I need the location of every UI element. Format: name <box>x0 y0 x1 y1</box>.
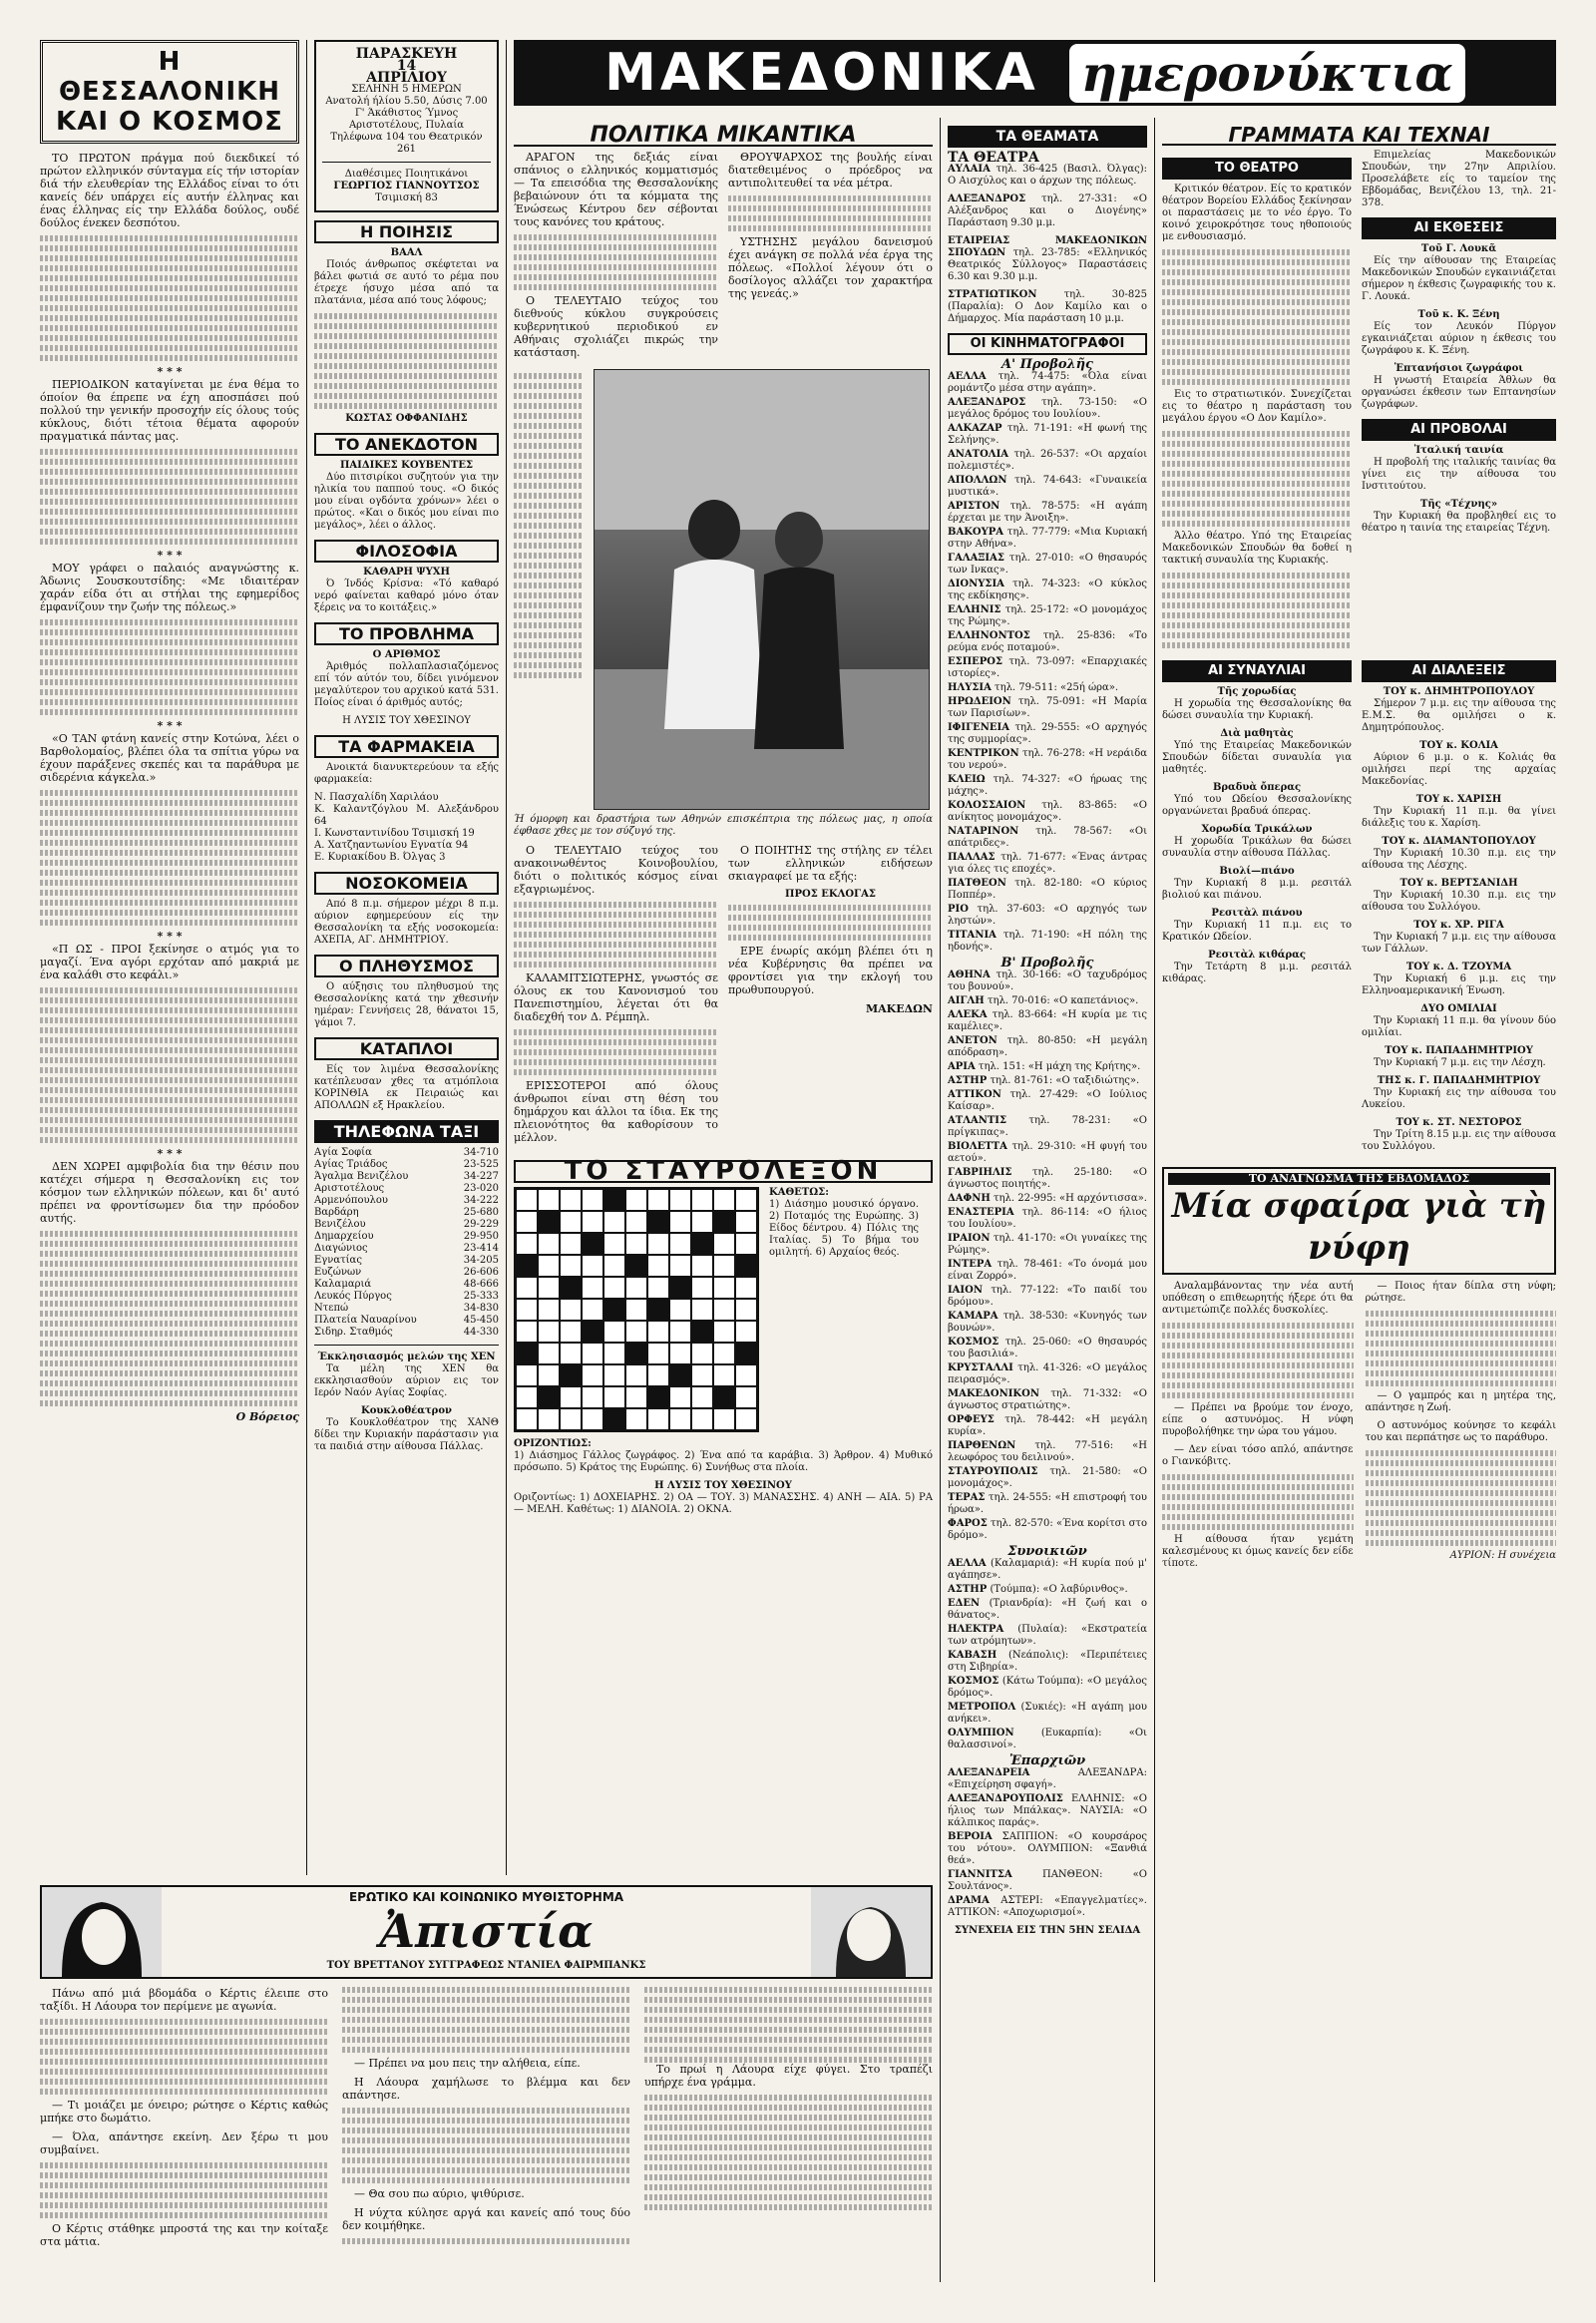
cinema-syn-list <box>948 1558 1147 1751</box>
ekklisiasmos-text: Τα μέλη της ΧΕΝ θα εκκλησιασθούν αύριον εις τον Ιερόν Ναόν Αγίας Σοφίας. <box>314 1363 499 1398</box>
farmakeio-item: Ν. Πασχαλίδη Χαριλάου <box>314 792 439 803</box>
mia-sfaira-para: — Ο γαμπρός και η μητέρα της, απάντησε η Ζωή. <box>1365 1390 1556 1413</box>
cinema-item: ΑΝΑΤΟΛΙΑ τηλ. 26-537: «Οι αρχαίοι πολεμιστές». <box>948 449 1147 472</box>
top-banner <box>514 40 1556 106</box>
mia-sfaira-body <box>1162 1281 1556 1570</box>
dialeksi-text: Την Κυριακή 6 μ.μ. εις την Ελληνοαμερικανική Ένωση. <box>1362 973 1556 996</box>
cinema-item: ΔΑΦΝΗ τηλ. 22-995: «Η αρχόντισσα». <box>948 1193 1147 1204</box>
provlima-answer-title: Η ΛΥΣΙΣ ΤΟΥ ΧΘΕΣΙΝΟΥ <box>342 715 471 726</box>
mia-sfaira-header <box>1162 1167 1556 1275</box>
cinema-item: ΗΡΩΔΕΙΟΝ τηλ. 75-091: «Η Μαρία των Παρισίων». <box>948 696 1147 719</box>
cinema-item: ΤΙΤΑΝΙΑ τηλ. 71-190: «Η πόλη της ηδονής». <box>948 930 1147 953</box>
crossword-answer-title: Η ΛΥΣΙΣ ΤΟΥ ΧΘΕΣΙΝΟΥ <box>654 1480 792 1491</box>
ekthesi-text: Η γνωστή Εταιρεία Άθλων θα οργανώσει έκθεσιν των Επτανησίων ζωγράφων. <box>1362 375 1556 410</box>
provlima-subtitle: Ο ΑΡΙΘΜΟΣ <box>372 649 441 660</box>
apistia-para: — Τι μοιάζει με όνειρο; ρώτησε ο Κέρτις καθώς μπήκε στο δωμάτιο. <box>40 2099 328 2125</box>
theater-item: ΑΛΕΞΑΝΔΡΟΣ τηλ. 27-331: «Ο Αλέξανδρος και ο Διογένης» Παράσταση 9.30 μ.μ. <box>948 194 1147 228</box>
b-provoli-title: Β' Προβολῆς <box>1000 956 1094 970</box>
synavlia-title: Ρεσιτὰλ κιθάρας <box>1208 950 1306 961</box>
left-header-line2: ΚΑΙ Ο ΚΟΣΜΟΣ <box>56 107 283 137</box>
dialeksi-title: ΤΟΥ κ. ΠΑΠΑΔΗΜΗΤΡΙΟΥ <box>1385 1045 1533 1056</box>
apistia-section <box>40 1885 933 2248</box>
dialeksi-title: ΤΟΥ κ. ΒΕΡΤΣΑΝΙΔΗ <box>1399 878 1518 889</box>
a-provoli-title: Α' Προβολῆς <box>1001 357 1093 372</box>
left-header-line1: Η ΘΕΣΣΑΛΟΝΙΚΗ <box>58 47 281 107</box>
poiisis-subtitle: ΒΑΑΛ <box>390 247 423 258</box>
section-politics: ΠΟΛΙΤΙΚΑ ΜΙΚΑΝΤΙΚΑ <box>514 126 933 147</box>
politics-column <box>514 118 933 1522</box>
dialeksi-title: ΤΟΥ κ. ΚΟΛΙΑ <box>1419 740 1498 751</box>
left-signature: Ο Βόρειος <box>235 1410 299 1423</box>
pharm-name: ΓΕΩΡΓΙΟΣ ΓΙΑΝΝΟΥΤΣΟΣ <box>333 181 480 192</box>
synavlia-text: Υπό της Εταιρείας Μακεδονικών Σπουδών δίδεται συναυλία για μαθητές. <box>1162 740 1352 775</box>
cinema-item: ΡΙΟ τηλ. 37-603: «Ο αρχηγός των ληστών». <box>948 904 1147 927</box>
cinema-item: ΑΤΛΑΝΤΙΣ τηλ. 78-231: «Ο πρίγκιπας». <box>948 1115 1147 1138</box>
mia-sfaira-para: Αναλαμβάνοντας την νέα αυτή υπόθεση ο επιθεωρητής ήξερε ότι θα αντιμετώπιζε πολλές δυσκολίες. <box>1162 1281 1354 1316</box>
apistia-top: ΕΡΩΤΙΚΟ ΚΑΙ ΚΟΙΝΩΝΙΚΟ ΜΥΘΙΣΤΟΡΗΜΑ <box>348 1890 624 1904</box>
cinema-item: ΙΝΤΕΡΑ τηλ. 78-461: «Το όνομά μου είναι Ζορρό». <box>948 1259 1148 1282</box>
pharm-title: Διαθέσιμες Ποιητικάνοι <box>344 169 469 180</box>
politics-signature: ΜΑΚΕΔΩΝ <box>865 1002 933 1015</box>
dialeksi-title: ΤΟΥ κ. ΣΤ. ΝΕΣΤΟΡΟΣ <box>1396 1117 1522 1128</box>
left-article-2: ΠΕΡΙΟΔΙΚΟΝ καταγίνεται με ένα θέμα το όποίον θα έπρεπε να έχη αποσπάσει πού πολλού την γενικήν προσοχήν είς όλους τούς κύκλους, διότι τέτοια θέματα αφορούν πραγματικά πάντας μας. <box>40 378 299 443</box>
anekdoton-text: Δύο πιτσιρίκοι συζητούν για την ηλικία του παππού τους. «Ο δικός μου είναι ογδόντα χρόνων» λέει ο πρώτος. «Και ο δικός μου είναι πιο μεγάλος», λέει ο άλλος. <box>314 472 499 531</box>
cinema-item: ΑΘΗΝΑ τηλ. 30-166: «Ο ταχυδρόμος του βουνού». <box>948 969 1147 992</box>
cinema-item: ΚΛΕΙΩ τηλ. 74-327: «Ο ήρωας της μάχης». <box>948 774 1147 797</box>
synavlia-text: Η χορωδία της Θεσσαλονίκης θα δώσει συναυλία την Κυριακή. <box>1162 698 1352 721</box>
date-box <box>314 40 499 212</box>
date-month: ΑΠΡΙΛΙΟΥ <box>366 70 447 86</box>
taxi-row: Δημαρχείου 29-950 <box>314 1231 499 1242</box>
cinema-item: ΜΕΤΡΟΠΟΛ (Συκιές): «Η αγάπη μου ανήκει». <box>948 1702 1147 1725</box>
grammata-text: Επιμελείας Μακεδονικών Σπουδών, την 27ην Απριλίου. Προσελάβετε είς το ταμείον της Εβδομάδας, Βενιζέλου 13, τηλ. 21-378. <box>1362 150 1556 208</box>
mia-sfaira-title: Μία σφαίρα γιὰ τὴ νύφη <box>1171 1186 1547 1268</box>
mia-sfaira-para: — Δεν είναι τόσο απλό, απάντησε ο Γιανκόβιτς. <box>1162 1444 1354 1467</box>
section-theamata: ΤΑ ΘΕΑΜΑΤΑ <box>948 126 1147 148</box>
farmakeio-item: Ι. Κωνσταντινίδου Τσιμισκή 19 <box>314 828 475 839</box>
taxi-row: Αγία Σοφία 34-710 <box>314 1147 499 1158</box>
cinema-item: ΓΙΑΝΝΙΤΣΑ ΠΑΝΘΕΟΝ: «Ο Σουλτάνος». <box>948 1869 1147 1892</box>
nosokomeia-text: Από 8 π.μ. σήμερον μέχρι 8 π.μ. αύριον εφημερεύουν είς την Θεσσαλονίκη τα εξής νοσοκομεία: ΑΧΕΠΑ, ΑΓ. ΔΗΜΗΤΡΙΟΥ. <box>314 899 499 946</box>
date-address: Αριστοτέλους, Πυλαία <box>348 120 465 131</box>
poem-author: ΚΩΣΤΑΣ ΟΦΦΑΝΙΔΗΣ <box>345 413 468 424</box>
cinema-item: ΔΡΑΜΑ ΑΣΤΕΡΙ: «Επαγγελματίες». ΑΤΤΙΚΟΝ: «Αποχωρισμοί». <box>948 1895 1147 1918</box>
taxi-row: Βενιζέλου 29-229 <box>314 1219 499 1230</box>
section-farmakeia: ΤΑ ΦΑΡΜΑΚΕΙΑ <box>314 735 499 758</box>
section-grammata: ΓΡΑΜΜΑΤΑ ΚΑΙ ΤΕΧΝΑΙ <box>1162 126 1556 146</box>
info-column <box>314 40 499 1459</box>
apistia-para: — Όλα, απάντησε εκείνη. Δεν ξέρω τι μου συμβαίνει. <box>40 2130 328 2156</box>
dialeksi-text: Σήμερον 7 μ.μ. εις την αίθουσα της Ε.Μ.Σ. θα ομιλήσει ο κ. Δημητρόπουλος. <box>1362 698 1556 733</box>
section-to-theatro: ΤΟ ΘΕΑΤΡΟ <box>1162 158 1352 180</box>
date-phones: Τηλέφωνα 104 του Θεατρικόν 261 <box>330 132 483 155</box>
banner-left: ΜΑΚΕΔΟΝΙΚΑ <box>604 43 1039 103</box>
cinema-item: ΤΕΡΑΣ τηλ. 24-555: «Η επιστροφή του ήρωα». <box>948 1492 1147 1515</box>
section-tilefona: ΤΗΛΕΦΩΝΑ ΤΑΞΙ <box>314 1120 499 1143</box>
theater-item: ΕΤΑΙΡΕΙΑΣ ΜΑΚΕΔΟΝΙΚΩΝ ΣΠΟΥΔΩΝ τηλ. 23-785: «Ελληνικός Θεατρικός Σύλλογος» Παραστάσεις 6.30 και 9.30 μ.μ. <box>948 235 1147 282</box>
cinema-item: ΓΑΒΡΙΗΛΙΣ τηλ. 25-180: «Ο άγνωστος ποιητής». <box>948 1167 1147 1190</box>
photo-caption: Ή όμορφη και δραστήρια των Αθηνών επισκέπτρια της πόλεως μας, η οποία έφθασε χθες με τον σύζυγό της. <box>514 814 933 837</box>
dialeksi-title: ΤΟΥ κ. ΧΡ. ΡΙΓΑ <box>1413 920 1504 931</box>
cinema-item: ΜΑΚΕΔΟΝΙΚΟΝ τηλ. 71-332: «Ο άγνωστος στρατιώτης». <box>948 1388 1147 1411</box>
left-article-5: «Π ΩΣ - ΠΡΟΙ ξεκίνησε ο ατμός για το μαγαζί. Ένα αγόρι ερχόταν από μακριά με ένα καλάθι στο κεφάλι.» <box>40 943 299 981</box>
left-article-6: ΔΕΝ ΧΩΡΕΙ αμφιβολία δια την θέσιν που κατέχει σήμερα η Θεσσαλονίκη εις τον κόσμον των ελληνικών πόλεων, και δι' αυτό πρέπει να φροντίσωμεν δια την πρόοδον αυτής. <box>40 1160 299 1225</box>
section-nosokomeia: ΝΟΣΟΚΟΜΕΙΑ <box>314 872 499 895</box>
politics-p9: ΕΡΕ ένωρίς ακόμη βλέπει ότι η νέα Κυβέρνησις θα πρέπει να φροντίσει για την εκλογή του πρωθυπουργού. <box>728 945 933 996</box>
apistia-para: — Πρέπει να μου πεις την αλήθεια, είπε. <box>354 2057 581 2070</box>
cinema-item: ΝΑΤΑΡΙΝΟΝ τηλ. 78-567: «Οι απάτριδες». <box>948 826 1147 849</box>
synavlia-text: Την Κυριακή 11 π.μ. εις το Κρατικόν Ωδείον. <box>1162 920 1352 943</box>
taxi-row: Βαρδάρη 25-680 <box>314 1207 499 1218</box>
apistia-para: Πάνω από μιά βδομάδα ο Κέρτις έλειπε στο ταξίδι. Η Λάουρα τον περίμενε με αγωνία. <box>40 1987 328 2013</box>
taxi-list <box>314 1147 499 1339</box>
news-photo <box>594 369 930 810</box>
cinema-a-list <box>948 371 1147 954</box>
column-divider <box>940 118 941 2282</box>
apistia-para: Ο Κέρτις στάθηκε μπροστά της και την κοίταξε στα μάτια. <box>40 2222 328 2248</box>
left-article-1: ΤΟ ΠΡΩΤΟΝ πράγμα πού διεκδικεί τό πρώτον ελληνικόν σύνταγμα είς τήν ιστορίαν διά τήν ελευθερίαν της Ελλάδος είναι το ότι κανείς δέν υπάρχει είς αυτήν έλληνας και ένας έλληνας είς την Ελλάδα δούλος, ουδέ δούλος ένεκεν δεσπότου. <box>40 152 299 229</box>
cinema-item: ΚΟΛΟΣΣΑΙΟΝ τηλ. 83-865: «Ο ανίκητος μονομάχος». <box>948 800 1147 823</box>
cinema-item: ΑΕΛΛΑ τηλ. 74-475: «Όλα είναι ρομάντζο μέσα στην αγάπη». <box>948 371 1147 394</box>
kouklotheatro-text: Το Κουκλοθέατρον της ΧΑΝΘ δίδει την Κυριακήν παράστασιν για τα παιδιά στην αίθουσα Πάλλας. <box>314 1417 499 1452</box>
dialeksi-text: Την Κυριακή εις την αίθουσα του Λυκείου. <box>1362 1087 1556 1110</box>
synavlia-text: Υπό του Ωδείου Θεσσαλονίκης οργανώνεται βραδυά όπερας. <box>1162 794 1352 817</box>
date-note: Γ' Άκάθιστος Ύμνος <box>354 108 459 119</box>
anekdoton-subtitle: ΠΑΙΔΙΚΕΣ ΚΟΥΒΕΝΤΕΣ <box>339 460 474 471</box>
cinema-item: ΕΛΛΗΝΟΝΤΟΣ τηλ. 25-836: «Το ρεύμα ενός ποταμού». <box>948 630 1148 653</box>
apistia-body <box>40 1987 933 2248</box>
cinema-item: ΕΛΛΗΝΙΣ τηλ. 25-172: «Ο μονομάχος της Ρώμης». <box>948 604 1147 627</box>
left-article-4: «Ο ΤΑΝ φτάνη κανείς στην Κοτώνα, λέει ο Βαρθολομαίος, βλέπει όλα τα σπίτια γύρω να έχουν παράξενες σκεπές και τα παράθυρα με σιδερένια κάγκελα.» <box>40 732 299 784</box>
dialeksi-title: ΤΟΥ κ. ΔΙΑΜΑΝΤΟΠΟΥΛΟΥ <box>1382 836 1536 847</box>
cinema-b-list <box>948 969 1147 1542</box>
politics-p6: ΚΑΛΑΜΙΤΣΙΩΤΕΡΗΣ, γνωστός σε όλους εκ του Κανονισμού του Πανεπιστημίου, λέγεται ότι θα διαδεχθή τον Δ. Ρέμπηλ. <box>514 971 718 1023</box>
farmakeio-item: Α. Χατζηαντωνίου Εγνατία 94 <box>314 840 469 851</box>
cinema-item: ΕΣΠΕΡΟΣ τηλ. 73-097: «Επαρχιακές ιστορίες». <box>948 656 1148 679</box>
section-kinimatografoi: ΟΙ ΚΙΝΗΜΑΤΟΓΡΑΦΟΙ <box>948 333 1147 355</box>
filosofia-subtitle: ΚΑΘΑΡΗ ΨΥΧΗ <box>363 567 450 578</box>
apistia-para: Η Λάουρα χαμήλωσε το βλέμμα και δεν απάντησε. <box>342 2076 630 2102</box>
synavlia-title: Βραδυὰ ὄπερας <box>1212 782 1302 793</box>
poem-text: Ποιός άνθρωπος σκέφτεται να βάλει φωτιά σε αυτό το ρέμα που έτρεχε ήσυχο μέσα από τα πλατάνια, μέσα από τους λόφους; <box>314 259 499 306</box>
cinema-item: ΠΑΤΘΕΟΝ τηλ. 82-180: «Ο κύριος Ποππέρ». <box>948 878 1147 901</box>
apistia-title: Ἀπιστία <box>379 1904 594 1958</box>
mia-sfaira-para: Ο αστυνόμος κούνησε το κεφάλι του και περπάτησε ως το παράθυρο. <box>1365 1420 1556 1443</box>
apistia-subtitle: ΤΟΥ ΒΡΕΤΤΑΝΟΥ ΣΥΓΓΡΑΦΕΩΣ ΝΤΑΝΙΕΛ ΦΑΙΡΜΠΑΝΚΣ <box>326 1960 646 1971</box>
provoli-title: Τῆς «Τέχνης» <box>1419 499 1498 510</box>
ekthesi-title: Τοῦ Γ. Λουκᾶ <box>1420 243 1497 254</box>
crossword-answer: Οριζοντίως: 1) ΔΟΧΕΙΑΡΗΣ. 2) ΟΑ — ΤΟΥ. 3) ΜΑΝΑΣΣΗΣ. 4) ΑΝΗ — ΑΙΑ. 5) ΡΑ — ΜΕΛΗ. Καθέτως: 1) ΔΙΑΝΟΙΑ. 2) ΟΚΝΑ. <box>514 1492 933 1515</box>
politics-p2: Ο ΤΕΛΕΥΤΑΙΟ τεύχος του διεθνούς κύκλου συγκρούσεις κυβερνητικού περιοδικού εν Αθήναις σχολιάζει πικρώς την κατάσταση. <box>514 294 718 359</box>
cinema-item: ΑΛΚΑΖΑΡ τηλ. 71-191: «Η φωνή της Σελήνης». <box>948 423 1147 446</box>
filosofia-text: Ό Ίνδός Κρίσνα: «Τό καθαρό νερό φαίνεται καθαρό μόνο όταν ξέρεις να το κοιτάξεις.» <box>314 579 499 613</box>
ekthesi-title: Τοῦ κ. Κ. Ξένη <box>1417 309 1500 320</box>
ekklisiasmos-title: Έκκλησιασμός μελών της ΧΕΝ <box>317 1352 496 1362</box>
taxi-row: Αγίας Τριάδος 23-525 <box>314 1159 499 1170</box>
section-plithysmos: Ο ΠΛΗΘΥΣΜΟΣ <box>314 955 499 977</box>
mia-sfaira-para: — Ποιος ήταν δίπλα στη νύφη; ρώτησε. <box>1365 1281 1556 1304</box>
continued-note: ΣΥΝΕΧΕΙΑ ΕΙΣ ΤΗΝ 5ΗΝ ΣΕΛΙΔΑ <box>954 1925 1141 1936</box>
cinema-item: ΣΤΑΥΡΟΥΠΟΛΙΣ τηλ. 21-580: «Ο μονομάχος». <box>948 1466 1147 1489</box>
theamata-column <box>948 118 1147 1937</box>
column-divider <box>506 40 507 1875</box>
theatro-text: Κριτικόν θέατρον. Είς το κρατικόν θέατρον Βορείου Ελλάδος ξεκίνησαν οι παραστάσεις με το νέο έργο. Το κοινό χειροκρότησε τους ηθοποιούς με ενθουσιασμό. <box>1162 184 1352 242</box>
cinema-item: ΗΛΕΚΤΡΑ (Πυλαία): «Εκστρατεία των ατρόμητων». <box>948 1624 1147 1647</box>
synavlia-text: Η χορωδία Τρικάλων θα δώσει συναυλία στην αίθουσα Πάλλας. <box>1162 836 1352 859</box>
dialeksi-text: Την Κυριακή 7 μ.μ. εις την Λέσχη. <box>1374 1057 1546 1068</box>
dialeksi-title: ΤΟΥ κ. ΧΑΡΙΣΗ <box>1415 794 1502 805</box>
grammata-column <box>1162 118 1556 1570</box>
taxi-row: Καλαμαριά 48-666 <box>314 1279 499 1290</box>
cinema-item: ΑΡΙΑ τηλ. 151: «Η μάχη της Κρήτης». <box>948 1061 1141 1072</box>
cinema-item: ΑΡΙΣΤΟΝ τηλ. 78-575: «Η αγάπη έρχεται με την Άνοιξη». <box>948 501 1147 524</box>
cinema-item: ΙΡΑΙΟΝ τηλ. 41-170: «Οι γυναίκες της Ρώμης». <box>948 1233 1147 1256</box>
column-divider <box>1154 118 1155 2282</box>
taxi-row: Αρμενόπουλου 34-222 <box>314 1195 499 1206</box>
section-ai-ektheseis: ΑΙ ΕΚΘΕΣΕΙΣ <box>1362 217 1556 239</box>
taxi-row: Σιδηρ. Σταθμός 44-330 <box>314 1327 499 1338</box>
provoli-title: Ἰταλική ταινία <box>1413 445 1504 456</box>
plithysmos-text: Ο αύξησις του πληθυσμού της Θεσσαλονίκης κατά την χθεσινήν ημέραν: Γεννήσεις 28, θάνατοι 15, γάμοι 7. <box>314 981 499 1028</box>
cinema-item: ΠΑΡΘΕΝΩΝ τηλ. 77-516: «Η λεωφόρος του δειλινού». <box>948 1440 1147 1463</box>
provoli-text: Την Κυριακή θα προβληθεί εις το θέατρο η ταινία της εταιρείας Τέχνη. <box>1362 511 1556 534</box>
cinema-item: ΑΛΕΞΑΝΔΡΟΥΠΟΛΙΣ ΕΛΛΗΝΙΣ: «Ο ήλιος των Μπάλκας». ΝΑΥΣΙΑ: «Ο κάλπικος παράς». <box>948 1793 1147 1828</box>
crossword-vertical-title: ΚΑΘΕΤΩΣ: <box>769 1187 829 1198</box>
cinema-item: ΚΟΣΜΟΣ τηλ. 25-060: «Ο θησαυρός του βασιλιά». <box>948 1337 1148 1359</box>
dialeksi-text: Την Κυριακή 11 π.μ. θα γίνει διάλεξις του κ. Χαρίση. <box>1362 806 1556 829</box>
ekthesi-text: Είς την αίθουσαν της Εταιρείας Μακεδονικών Σπουδών εγκαινιάζεται σήμερον η έκθεσις ζωγραφικής του κ. Γ. Λουκά. <box>1362 255 1556 302</box>
mia-sfaira-top: ΤΟ ΑΝΑΓΝΩΣΜΑ ΤΗΣ ΕΒΔΟΜΑΔΟΣ <box>1168 1173 1550 1185</box>
crossword-horizontal-title: ΟΡΙΖΟΝΤΙΩΣ: <box>514 1438 592 1449</box>
synavlia-text: Την Τετάρτη 8 μ.μ. ρεσιτάλ κιθάρας. <box>1162 962 1352 984</box>
dialeksi-title: ΤΗΣ κ. Γ. ΠΑΠΑΔΗΜΗΤΡΙΟΥ <box>1377 1075 1541 1086</box>
cinema-item: ΚΡΥΣΤΑΛΛΙ τηλ. 41-326: «Ο μεγάλος πειρασμός». <box>948 1362 1147 1385</box>
politics-p8: Ο ΠΟΙΗΤΗΣ της στήλης εν τέλει των ελληνικών ειδήσεων σκιαγραφεί με τα εξής: <box>728 844 933 883</box>
dialeksi-text: Την Κυριακή 10.30 π.μ. εις την αίθουσα της Λέσχης. <box>1362 848 1556 871</box>
left-column: Η ΘΕΣΣΑΛΟΝΙΚΗ ΚΑΙ Ο ΚΟΣΜΟΣ ΤΟ ΠΡΩΤΟΝ πράγμα πού διεκδικεί τό πρώτον ελληνικόν σύνταγμα είς τήν ιστορίαν διά τήν ελευθερίαν της Ελλάδος είναι το ότι κανείς δέν υπάρχει είς αυτήν έλληνας και ένας έλληνας είς την Ελλάδα δούλος, ουδέ δούλος ένεκεν δεσπότου. * * * ΠΕΡΙΟΔΙΚΟΝ καταγίνεται με ένα θέμα το όποίον θα έπρεπε να έχη αποσπάσει πού πολλού την γενικήν προσοχήν είς όλους τούς κύκλους, διότι τέτοια θέματα αφορούν πραγματικά πάντας μας. * * * ΜΟΥ γράφει ο παλαιός αναγνώστης κ. Άδωνις Σουσκουτσίδης: «Με ιδιαιτέραν χαράν είδα ότι αι στήλαι της εφημερίδος έμφανίζουν την ζωήν της πόλεως.» * * * «Ο ΤΑΝ φτάνη κανείς στην Κοτώνα, λέει ο Βαρθολομαίος, βλέπει όλα τα σπίτια γύρω να έχουν παράξενες σκεπές και τα παράθυρα με σιδερένια κάγκελα.» * * * «Π ΩΣ - ΠΡΟΙ ξεκίνησε ο ατμός για το μαγαζί. Ένα αγόρι ερχόταν από μακριά με ένα καλάθι στο κεφάλι.» * * * ΔΕΝ ΧΩΡΕΙ αμφιβολία δια την θέσιν που κατέχει σήμερα η Θεσσαλονίκη εις τον κόσμον των ελληνικών πόλεων, και δι' αυτό πρέπει να φροντίσωμεν δια την πρόοδον αυτής. Ο Βόρειος <box>40 40 299 1423</box>
date-day: ΠΑΡΑΣΚΕΥΗ <box>355 46 458 62</box>
taxi-row: Εγνατίας 34-205 <box>314 1255 499 1266</box>
crossword-grid[interactable] <box>514 1187 759 1432</box>
farmakeia-text: Ανοικτά διανυκτερεύουν τα εξής φαρμακεία: <box>314 762 499 785</box>
dialeksi-title: ΔΥΟ ΟΜΙΛΙΑΙ <box>1420 1003 1497 1014</box>
synavlia-title: Βιολί—πιάνο <box>1219 866 1295 877</box>
politics-p4: ΥΣΤΗΣΗΣ μεγάλου δανεισμού έχει ανάγκη σε πολλά νέα έργα της πόλεως. «Πολλοί λέγουν ότι ο δοσίλογος αλλάζει τον χαρακτήρα της γενεάς.» <box>728 235 933 300</box>
politics-p1: ΑΡΑΓΟΝ της δεξιάς είναι σπάνιος ο ελληνικός κομματισμός — Τα επεισόδια της Θεσσαλονίκης βεβαιώνουν ότι τα κόμματα της Ένώσεως Κέντρου δεν σέβονται τους κανόνες του κράτους. <box>514 151 718 228</box>
provlima-text: Άριθμός πολλαπλασιαζόμενος επί τόν αύτόν του, δίδει γινόμενον μεγαλύτερον του αρχικού κατά 531. Ποίος είναι ό άριθμός αυτός; <box>314 661 499 708</box>
cinema-item: ΒΙΟΛΕΤΤΑ τηλ. 29-310: «Η φυγή του αετού». <box>948 1141 1147 1164</box>
cinema-item: ΕΔΕΝ (Τριανδρία): «Η ζωή και ο θάνατος». <box>948 1598 1147 1621</box>
farmakeia-list <box>314 792 499 864</box>
cinema-item: ΑΛΕΚΑ τηλ. 83-664: «Η κυρία με τις καμέλιες». <box>948 1009 1147 1032</box>
allo-theatro-text: Άλλο θέατρο. Υπό της Εταιρείας Μακεδονικών Σπουδών θα δοθεί η τακτική συναυλία της Κυριακής. <box>1162 531 1352 566</box>
cinema-item: ΚΕΝΤΡΙΚΟΝ τηλ. 76-278: «Η νεράιδα του νερού». <box>948 748 1148 771</box>
dialeksi-text: Αύριον 6 μ.μ. ο κ. Κολιάς θα ομιλήσει περί της αρχαίας Μακεδονίας. <box>1362 752 1556 787</box>
cinema-item: ΙΑΙΟΝ τηλ. 77-122: «Το παιδί του δρόμου». <box>948 1285 1147 1308</box>
taxi-row: Λευκός Πύργος 25-333 <box>314 1291 499 1302</box>
cinema-item: ΑΙΓΛΗ τηλ. 70-016: «Ο καπετάνιος». <box>948 995 1139 1006</box>
cinema-item: ΠΑΛΛΑΣ τηλ. 71-677: «Ένας άντρας για όλες τις εποχές». <box>948 852 1147 875</box>
man-portrait-icon <box>811 1887 931 1977</box>
apistia-para: — Θα σου πω αύριο, ψιθύρισε. <box>354 2187 525 2200</box>
ekthesi-title: Ἑπτανήσιοι ζωγράφοι <box>1394 363 1524 374</box>
section-kataploi: ΚΑΤΑΠΛΟΙ <box>314 1037 499 1060</box>
crossword-horizontal: 1) Διάσημος Γάλλος ζωγράφος. 2) Ένα από τα καράβια. 3) Άρθρον. 4) Μυθικό πρόσωπο. 5) Κράτος της Ευρώπης. 6) Συνήθως στα πλοία. <box>514 1450 933 1473</box>
taxi-row: Διαγώνιος 23-414 <box>314 1243 499 1254</box>
synavlia-title: Διὰ μαθητὰς <box>1220 728 1294 739</box>
synavlia-title: Τῆς χορωδίας <box>1217 686 1297 697</box>
farmakeio-item: Ε. Κυριακίδου Β. Όλγας 3 <box>314 852 446 863</box>
cinema-ep-list <box>948 1767 1147 1919</box>
dialeksi-text: Την Κυριακή 10.30 π.μ. εις την αίθουσα του Συλλόγου. <box>1362 890 1556 913</box>
mia-sfaira-para: — Πρέπει να βρούμε τον ένοχο, είπε ο αστυνόμος. Η νύφη πυροβολήθηκε την ώρα του γάμου. <box>1162 1402 1354 1437</box>
section-theatra: ΤΑ ΘΕΑΤΡΑ <box>948 150 1039 166</box>
section-filosofia: ΦΙΛΟΣΟΦΙΑ <box>314 540 499 563</box>
crossword-vertical: 1) Διάσημο μουσικό όργανο. 2) Ποταμός της Ευρώπης. 3) Είδος δέντρου. 4) Πόλις της Ιταλίας. 5) Το βήμα του ομιλητή. 6) Αρχαίος θεός. <box>769 1199 919 1258</box>
people-photo-icon <box>595 370 929 809</box>
date-number: 14 <box>396 58 417 74</box>
newspaper-page <box>40 40 1556 2284</box>
cinema-item: ΑΕΛΛΑ (Καλαμαριά): «Η κυρία πού μ' αγάπησε». <box>948 1558 1147 1581</box>
pharm-address: Τσιμισκή 83 <box>375 193 438 203</box>
section-provlima: ΤΟ ΠΡΟΒΛΗΜΑ <box>314 622 499 645</box>
moon-phase: ΣΕΛΗΝΗ 5 ΗΜΕΡΩΝ <box>351 84 462 95</box>
apistia-para: Το πρωί η Λάουρα είχε φύγει. Στο τραπέζι υπήρχε ένα γράμμα. <box>644 2063 933 2089</box>
cinema-item: ΚΑΜΑΡΑ τηλ. 38-530: «Κυνηγός των βουνών». <box>948 1311 1147 1334</box>
banner-right: ημερονύκτια <box>1069 44 1465 103</box>
taxi-row: Άγαλμα Βενιζέλου 34-227 <box>314 1171 499 1182</box>
farmakeio-item: Κ. Καλαντζόγλου Μ. Αλεξάνδρου 64 <box>314 804 499 827</box>
kataploi-text: Είς τον λιμένα Θεσσαλονίκης κατέπλευσαν χθες τα ατμόπλοια ΚΟΡΙΝΘΙΑ εκ Πειραιώς και ΑΠΟΛΛΩΝ εξ Ηρακλείου. <box>314 1064 499 1111</box>
taxi-row: Ντεπώ 34-830 <box>314 1303 499 1314</box>
left-header <box>40 40 299 144</box>
cinema-item: ΑΛΕΞΑΝΔΡΕΙΑ ΑΛΕΞΑΝΔΡΑ: «Επιχείρηση σφαγή». <box>948 1767 1147 1790</box>
section-anekdoton: ΤΟ ΑΝΕΚΔΟΤΟΝ <box>314 433 499 456</box>
cinema-item: ΦΑΡΟΣ τηλ. 82-570: «Ένα κορίτσι στο δρόμο». <box>948 1518 1147 1541</box>
taxi-row: Αριστοτέλους 23-020 <box>314 1183 499 1194</box>
synoikion-title: Συνοικιῶν <box>1007 1544 1087 1559</box>
mia-sfaira-para: Η αίθουσα ήταν γεμάτη καλεσμένους κι όμως κανείς δεν είδε τίποτε. <box>1162 1534 1354 1569</box>
dialeksi-title: ΤΟΥ κ. Δ. ΤΖΟΥΜΑ <box>1405 962 1512 972</box>
cinema-item: ΓΑΛΑΞΙΑΣ τηλ. 27-010: «Ο θησαυρός των Ινκας». <box>948 553 1147 576</box>
cinema-item: ΟΡΦΕΥΣ τηλ. 78-442: «Η μεγάλη κυρία». <box>948 1414 1147 1437</box>
theater-item: ΣΤΡΑΤΙΩΤΙΚΟΝ τηλ. 30-825 (Παραλία): Ο Δον Καμίλο και ο Δήμαρχος. Μία παράσταση 10 μ.μ. <box>948 289 1147 324</box>
synavlia-title: Ρεσιτὰλ πιάνου <box>1211 908 1303 919</box>
cinema-item: ΑΣΤΗΡ τηλ. 81-761: «Ο ταξιδιώτης». <box>948 1075 1140 1086</box>
theater-item: ΑΥΛΑΙΑ τηλ. 36-425 (Βασιλ. Όλγας): Ο Αισχύλος και ο άρχων της πόλεως. <box>948 164 1147 187</box>
ekthesi-text: Είς τον Λευκόν Πύργον εγκαινιάζεται αύριον η έκθεσις του ζωγράφου κ. Κ. Ξένη. <box>1362 321 1556 356</box>
woman-portrait-icon <box>42 1887 162 1977</box>
cinema-item: ΕΝΑΣΤΕΡΙΑ τηλ. 86-114: «Ο ήλιος του Ιουλίου». <box>948 1207 1147 1230</box>
cinema-item: ΔΙΟΝΥΣΙΑ τηλ. 74-323: «Ο κύκλος της εκδίκησης». <box>948 579 1147 601</box>
cinema-item: ΑΝΕΤΟΝ τηλ. 80-850: «Η μεγάλη απόδραση». <box>948 1035 1147 1058</box>
cinema-item: ΒΑΚΟΥΡΑ τηλ. 77-779: «Μια Κυριακή στην Αθήνα». <box>948 527 1147 550</box>
section-poiisis: Η ΠΟΙΗΣΙΣ <box>314 220 499 243</box>
dialeksi-title: ΤΟΥ κ. ΔΗΜΗΤΡΟΠΟΥΛΟΥ <box>1383 686 1535 697</box>
eparxion-title: Ἐπαρχιῶν <box>1008 1753 1086 1768</box>
politics-p3: ΘΡΟΥΨΑΡΧΟΣ της βουλής είναι διατεθειμένος ο πρόεδρος να αντιπολιτευθεί τα νέα μέτρα. <box>728 151 933 190</box>
section-stavrolekson: ΤΟ ΣΤΑΥΡΟΛΕΞΟΝ <box>514 1160 933 1183</box>
cinema-item: ΟΛΥΜΠΙΟΝ (Ευκαρπία): «Οι θαλασσινοί». <box>948 1728 1147 1750</box>
taxi-row: Πλατεία Ναυαρίνου 45-450 <box>314 1315 499 1326</box>
cinema-item: ΚΟΣΜΟΣ (Κάτω Τούμπα): «Ο μεγάλος δρόμος». <box>948 1676 1147 1699</box>
column-divider <box>306 40 307 1875</box>
politics-poem-title: ΠΡΟΣ ΕΚΛΟΓΑΣ <box>785 889 876 900</box>
section-ai-dialekseis: ΑΙ ΔΙΑΛΕΞΕΙΣ <box>1362 660 1556 682</box>
dialeksi-text: Την Κυριακή 11 π.μ. θα γίνουν δύο ομιλίαι. <box>1362 1015 1556 1038</box>
section-ai-synavliai: ΑΙ ΣΥΝΑΥΛΙΑΙ <box>1162 660 1352 682</box>
cinema-item: ΑΣΤΗΡ (Τούμπα): «Ο λαβύρινθος». <box>948 1584 1128 1595</box>
mia-sfaira-end: ΑΥΡΙΟΝ: Η συνέχεια <box>1449 1550 1556 1561</box>
dialeksi-text: Την Τρίτη 8.15 μ.μ. εις την αίθουσα του Συλλόγου. <box>1362 1129 1556 1152</box>
section-ai-provolai: ΑΙ ΠΡΟΒΟΛΑΙ <box>1362 419 1556 441</box>
synavlia-title: Χορωδία Τρικάλων <box>1201 824 1313 835</box>
left-article-3: ΜΟΥ γράφει ο παλαιός αναγνώστης κ. Άδωνις Σουσκουτσίδης: «Με ιδιαιτέραν χαράν είδα ότι αι στήλαι της εφημερίδος έμφανίζουν την ζωήν της πόλεως.» <box>40 562 299 613</box>
apistia-para: Η νύχτα κύλησε αργά και κανείς από τους δύο δεν κοιμήθηκε. <box>342 2206 630 2232</box>
sun-times: Ανατολή ήλίου 5.50, Δύσις 7.00 <box>325 96 488 107</box>
dialeksi-text: Την Κυριακή 7 μ.μ. εις την αίθουσα των Γάλλων. <box>1362 932 1556 955</box>
cinema-item: ΙΦΙΓΕΝΕΙΑ τηλ. 29-555: «Ο αρχηγός της συμμορίας». <box>948 722 1147 745</box>
politics-p7: ΕΡΙΣΣΟΤΕΡΟΙ από όλους άνθρωποι είναι στη θέση του δημάρχου και άλλοι τα ίδια. Εκ της πλειονότητος θα καθορίσουν το μέλλον. <box>514 1079 718 1144</box>
provoli-text: Η προβολή της ιταλικής ταινίας θα γίνει εις την αίθουσα του Ινστιτούτου. <box>1362 457 1556 492</box>
taxi-row: Ευζώνων 26-606 <box>314 1267 499 1278</box>
synavlia-text: Την Κυριακή 8 μ.μ. ρεσιτάλ βιολιού και πιάνου. <box>1162 878 1352 901</box>
cinema-item: ΒΕΡΟΙΑ ΣΑΠΠΙΟΝ: «Ο κουρσάρος του νότου». ΟΛΥΜΠΙΟΝ: «Ξανθιά θεά». <box>948 1831 1147 1866</box>
theater-list <box>948 164 1147 325</box>
eortes-text: Εις το στρατιωτικόν. Συνεχίζεται εις το θέατρο η παράσταση του μεγάλου έργου «Ο Δον Καμίλο». <box>1162 389 1352 424</box>
cinema-item: ΑΛΕΞΑΝΔΡΟΣ τηλ. 73-150: «Ο μεγάλος δρόμος του Ιουλίου». <box>948 397 1147 420</box>
apistia-header <box>40 1885 933 1979</box>
politics-p5: Ο ΤΕΛΕΥΤΑΙΟ τεύχος του ανακοινωθέντος Κοινοβουλίου, διότι ο πολιτικός κόσμος είναι εξαγριωμένος. <box>514 844 718 896</box>
cinema-item: ΚΑΒΑΣΗ (Νεάπολις): «Περιπέτειες στη Σιβηρία». <box>948 1650 1147 1673</box>
cinema-item: ΗΛΥΣΙΑ τηλ. 79-511: «25ή ώρα». <box>948 682 1119 693</box>
cinema-item: ΑΤΤΙΚΟΝ τηλ. 27-429: «Ο Ιούλιος Καίσαρ». <box>948 1089 1147 1112</box>
kouklotheatro-title: Κουκλοθέατρον <box>361 1405 452 1416</box>
cinema-item: ΑΠΟΛΛΩΝ τηλ. 74-643: «Γυναικεία μυστικά». <box>948 475 1147 498</box>
